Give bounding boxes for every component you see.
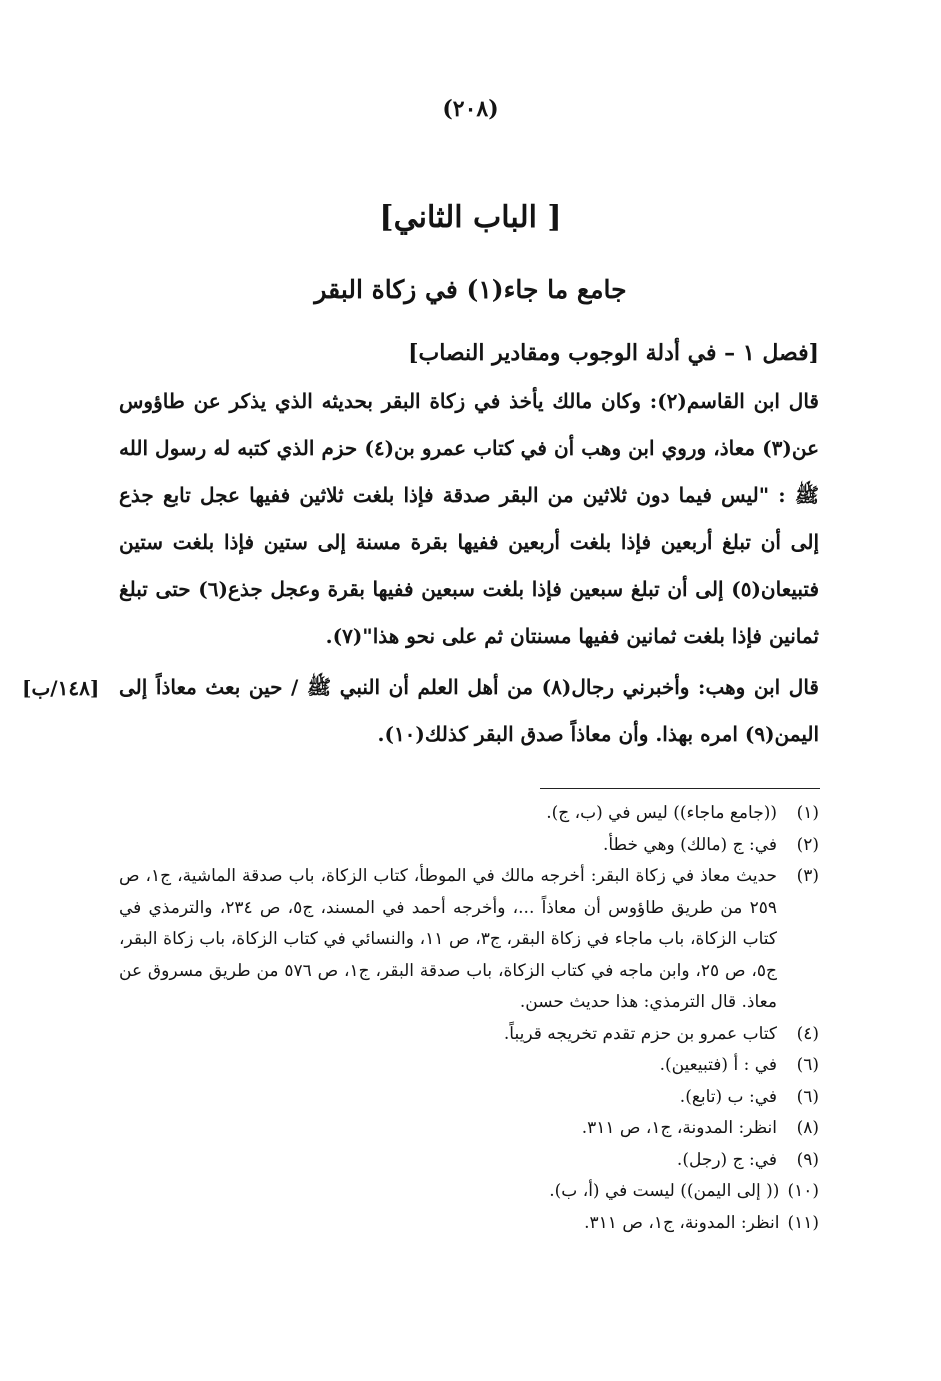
footnote-item xyxy=(119,830,819,862)
footnote-item xyxy=(119,1145,819,1177)
footnote-number: (٢) xyxy=(796,834,819,855)
footnote-text: (( إلى اليمن)) ليست في (أ، ب). xyxy=(549,1181,780,1201)
page-number: (٢٠٨) xyxy=(442,96,499,122)
footnotes-list xyxy=(119,798,819,1239)
footnote-item xyxy=(119,1050,819,1082)
footnote-text: ((جامع ماجاء)) ليس في (ب، ج). xyxy=(546,803,777,823)
footnote-number: (١٠) xyxy=(787,1181,819,1201)
footnote-text: في: ب (تابع). xyxy=(679,1086,777,1107)
margin-folio-reference: [١٤٨/ب] xyxy=(22,676,100,700)
footnote-number: (٦) xyxy=(796,1086,819,1107)
footnote-number: (٨) xyxy=(796,1118,819,1138)
footnote-item xyxy=(119,1176,819,1208)
footnote-item xyxy=(119,861,819,1019)
section-heading: [فصل ١ – في أدلة الوجوب ومقادير النصاب] xyxy=(408,340,819,366)
footnote-separator xyxy=(540,788,820,789)
chapter-title: [ الباب الثاني] xyxy=(379,200,562,235)
footnote-number: (٦) xyxy=(796,1055,819,1075)
footnote-text: كتاب عمرو بن حزم تقدم تخريجه قريباً. xyxy=(503,1023,777,1044)
footnote-item xyxy=(119,798,819,830)
footnote-item xyxy=(119,1113,819,1145)
footnote-item xyxy=(119,1082,819,1114)
footnote-text: في : أ (فتبيعين). xyxy=(659,1055,777,1075)
footnote-text: في: ج (رجل). xyxy=(676,1149,777,1170)
footnote-text: انظر: المدونة، ج١، ص ٣١١. xyxy=(581,1118,777,1138)
footnote-item xyxy=(119,1208,819,1240)
footnote-number: (١) xyxy=(796,803,819,823)
footnote-number: (٩) xyxy=(796,1149,819,1170)
footnote-item xyxy=(119,1019,819,1051)
footnote-text: حديث معاذ في زكاة البقر: أخرجه مالك في الموطأ، كتاب الزكاة، باب صدقة الماشية، ج١، ص ٢٥٩ من طريق طاؤوس أن معاذاً ...، وأخرجه أحمد في المسند، ج٥، ص ٢٣٤، والترمذي في كتاب الزكاة، باب ماجاء في زكاة البقر، ج٣، ص ١١، والنسائي في كتاب الزكاة، باب زكاة البقر، ج٥، ص ٢٥، وابن ماجه في كتاب الزكاة، باب صدقة البقر، ج١، ص ٥٧٦ من طريق مسروق عن معاذ. قال الترمذي: هذا حديث حسن. xyxy=(119,866,777,1012)
body-paragraph: قال ابن وهب: وأخبرني رجال(٨) من أهل العلم أن النبي ﷺ / حين بعث معاذاً إلى اليمن(٩) امره بهذا. وأن معاذاً صدق البقر كذلك(١٠). xyxy=(119,675,819,746)
body-paragraph: قال ابن القاسم(٢): وكان مالك يأخذ في زكاة البقر بحديثه الذي يذكر عن طاؤوس عن(٣) معاذ، وروي ابن وهب أن في كتاب عمرو بن(٤) حزم الذي كتبه له رسول الله ﷺ : "ليس فيما دون ثلاثين من البقر صدقة فإذا بلغت ثلاثين ففيها عجل تابع جذع إلى أن تبلغ أربعين فإذا بلغت أربعين ففيها بقرة مسنة إلى ستين فإذا بلغت ستين فتبيعان(٥) إلى أن تبلغ سبعين فإذا بلغت سبعين ففيها بقرة وعجل جذع(٦) حتى تبلغ ثمانين فإذا بلغت ثمانين ففيها مسنتان ثم على نحو هذا"(٧). xyxy=(119,389,820,648)
footnote-text: في: ج (مالك) وهي خطأ. xyxy=(602,834,777,855)
chapter-subtitle: جامع ما جاء(١) في زكاة البقر xyxy=(314,275,627,304)
footnote-number: (٤) xyxy=(796,1023,819,1044)
footnote-text: انظر: المدونة، ج١، ص ٣١١. xyxy=(584,1212,780,1233)
footnote-number: (٣) xyxy=(796,866,819,886)
footnote-number: (١١) xyxy=(787,1212,819,1233)
